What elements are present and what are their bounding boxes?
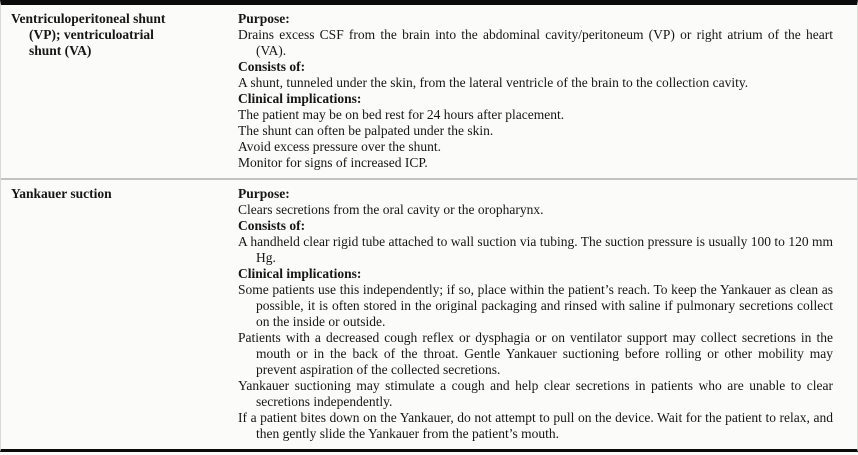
paragraph: Avoid excess pressure over the shunt. [238, 139, 441, 154]
term-text: shunt (VA) [29, 43, 92, 58]
paragraph: Monitor for signs of increased ICP. [238, 155, 428, 170]
table-row [1, 180, 857, 449]
paragraph: Clears secretions from the oral cavity or the oropharynx. [238, 202, 544, 217]
section-heading: Consists of: [238, 59, 306, 74]
paragraph: The shunt can often be palpated under the skin. [238, 123, 494, 138]
section-heading: Purpose: [238, 11, 290, 26]
paragraph: Yankauer suctioning may stimulate a cough and help clear secretions in patients who are unable to clear secretions independently. [238, 378, 833, 409]
term-cell [1, 180, 238, 208]
section-heading: Consists of: [238, 218, 306, 233]
paragraph: If a patient bites down on the Yankauer, do not attempt to pull on the device. Wait for the patient to relax, and then gently slide the Yankauer from the patient’s mouth. [238, 410, 833, 441]
paragraph: A shunt, tunneled under the skin, from the lateral ventricle of the brain to the collection cavity. [238, 75, 749, 90]
section-heading: Clinical implications: [238, 91, 362, 106]
description-cell [238, 180, 857, 449]
description-cell [238, 5, 857, 178]
section-heading: Purpose: [238, 186, 290, 201]
paragraph: Patients with a decreased cough reflex or dysphagia or on ventilator support may collect secretions in the mouth or in the back of the throat. Gentle Yankauer suctioning before rolling or other mobility may prevent aspiration of the collected secretions. [238, 330, 833, 377]
section-heading: Clinical implications: [238, 266, 362, 281]
term-text: Yankauer suction [11, 186, 112, 201]
paragraph: A handheld clear rigid tube attached to wall suction via tubing. The suction pressure is usually 100 to 120 mm Hg. [238, 234, 833, 265]
term-text: (VP); ventriculoatrial [29, 27, 154, 42]
paragraph: Drains excess CSF from the brain into the abdominal cavity/peritoneum (VP) or right atrium of the heart (VA). [238, 27, 833, 58]
paragraph: Some patients use this independently; if so, place within the patient’s reach. To keep the Yankauer as clean as possible, it is often stored in the original packaging and rinsed with saline if pulmonary secretions collect on the inside or outside. [238, 282, 833, 329]
term-text: Ventriculoperitoneal shunt [11, 11, 166, 26]
table-row [1, 5, 857, 180]
paragraph: The patient may be on bed rest for 24 hours after placement. [238, 107, 565, 122]
term-cell [1, 5, 238, 65]
